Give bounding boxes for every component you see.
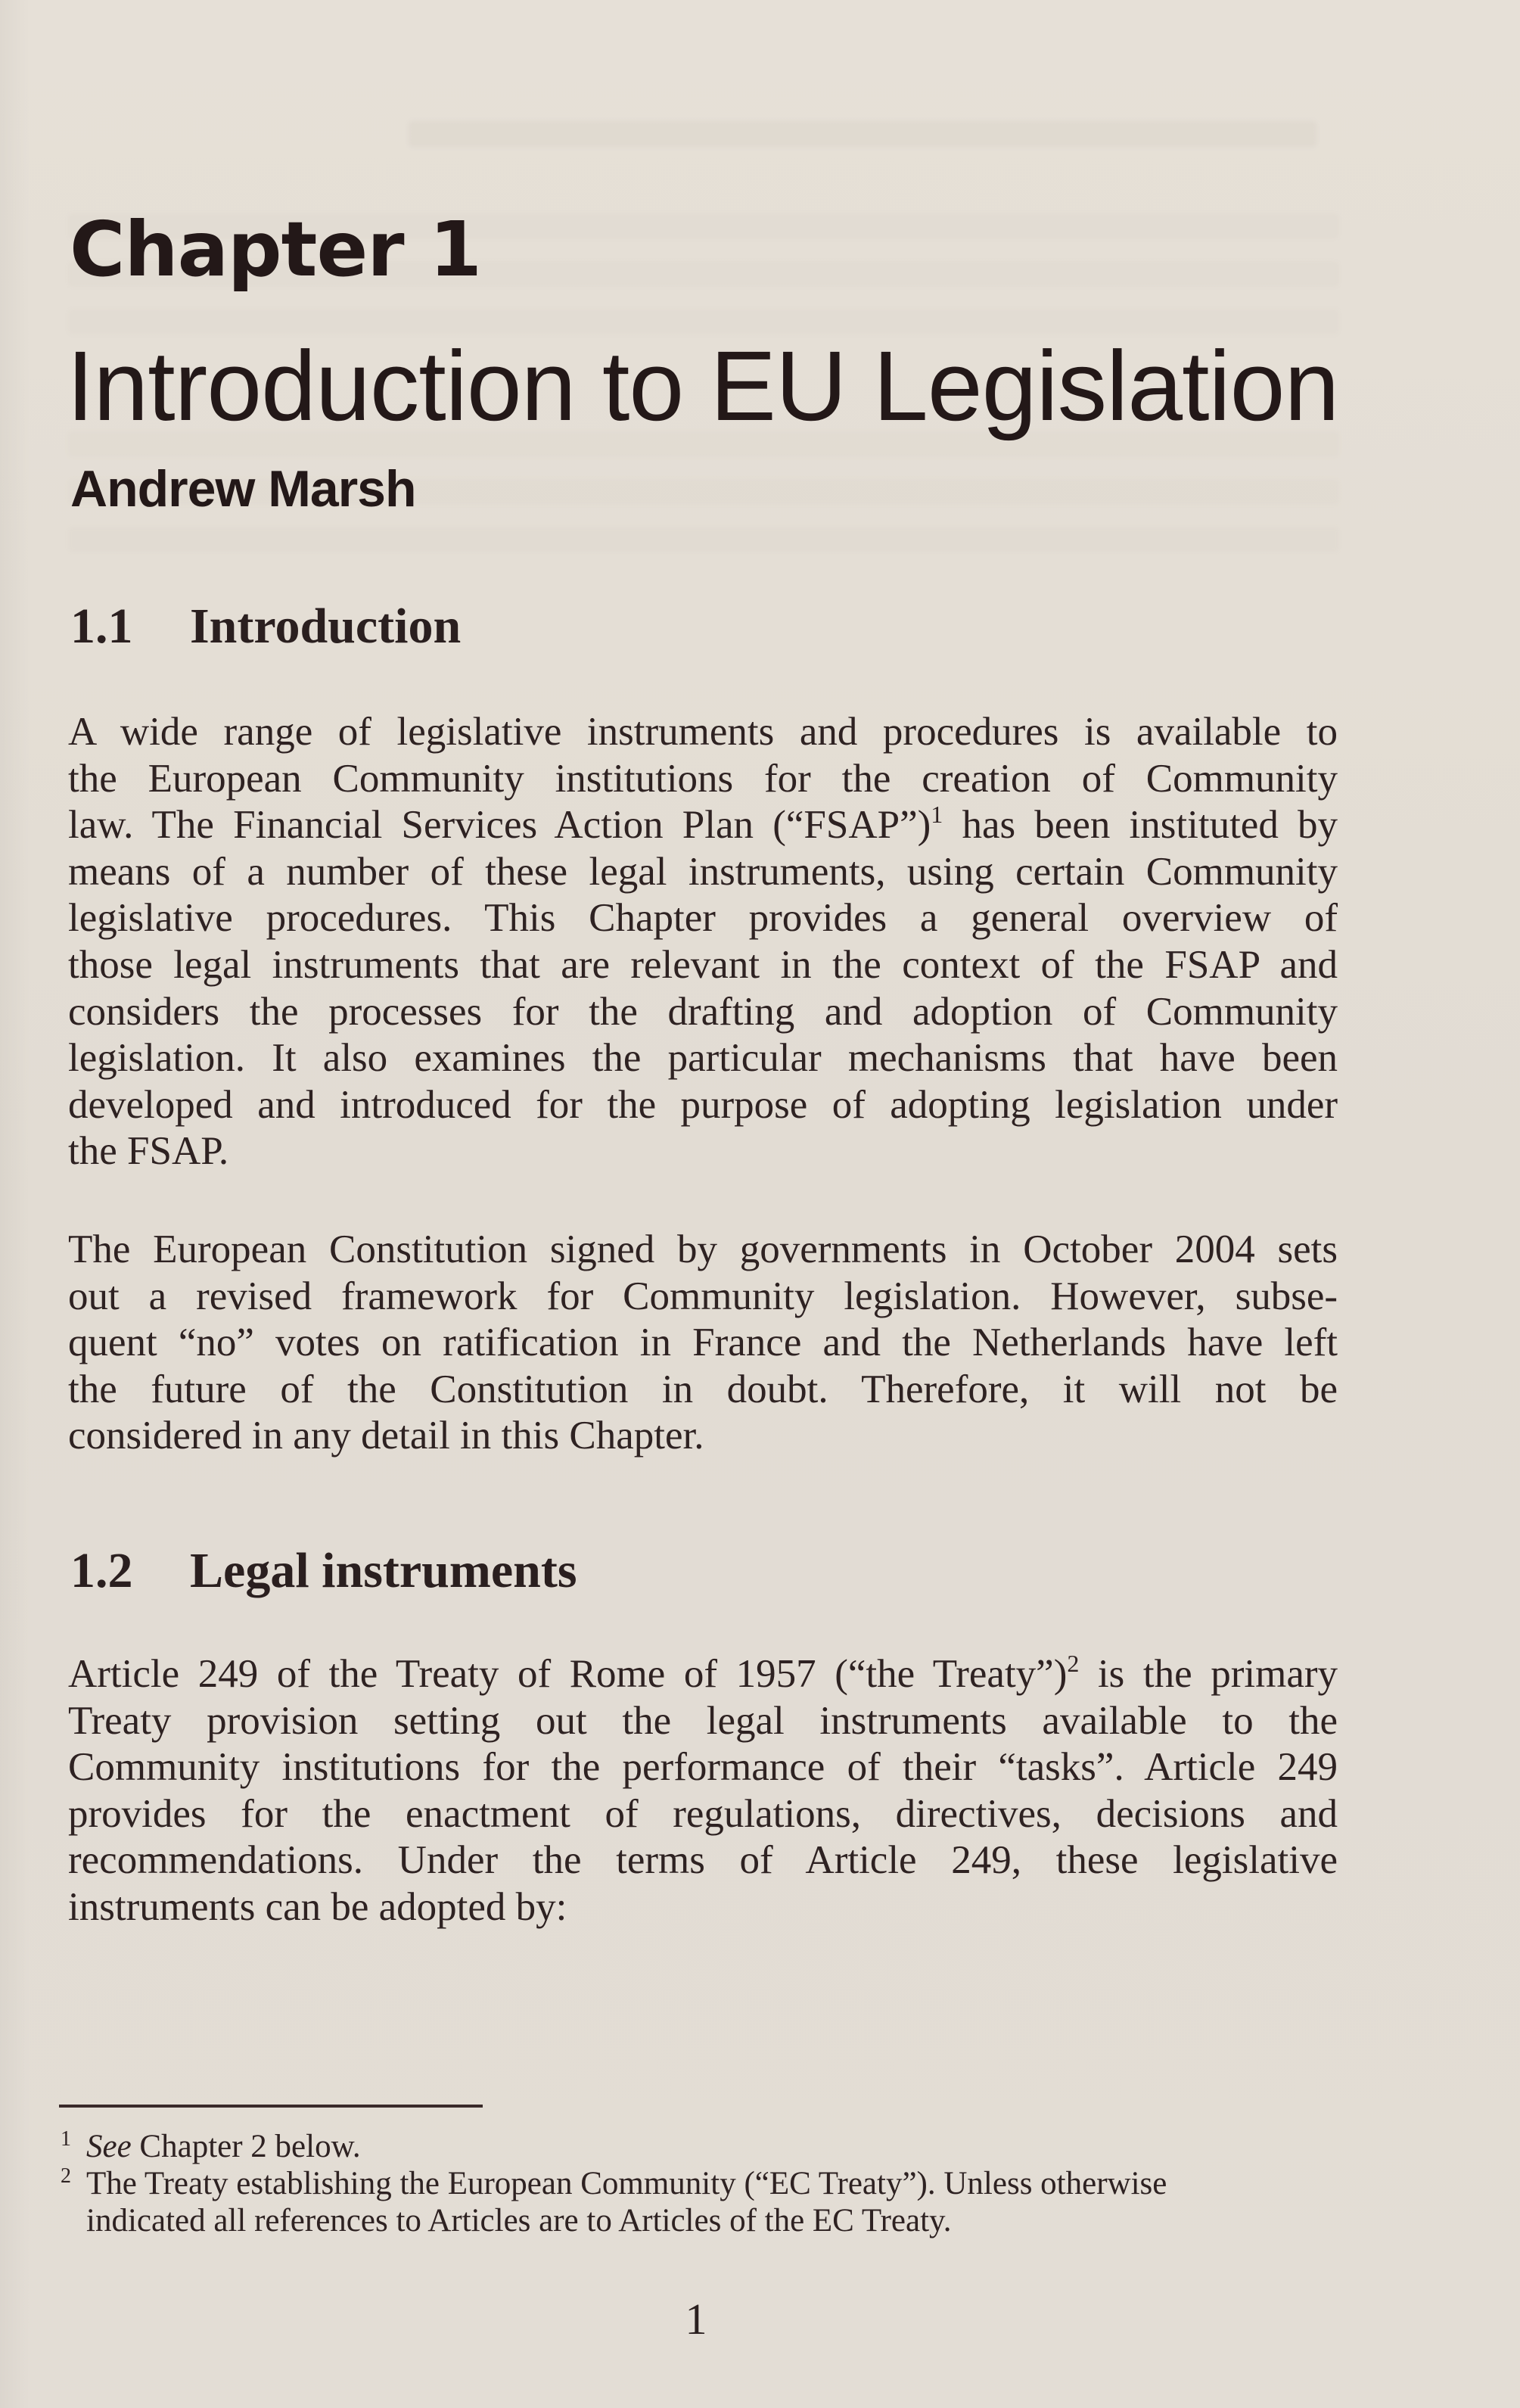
footnote-number: 2 (61, 2164, 71, 2188)
paragraph-line: legislative procedures. This Chapter provides a general overview of (68, 896, 1338, 941)
chapter-title: Introduction to EU Legislation (67, 330, 1339, 441)
paragraph-line (68, 802, 1338, 849)
paragraph-line: recommendations. Under the terms of Article 249, these legislative (68, 1838, 1338, 1883)
section-number: 1.2 (70, 1543, 133, 1598)
footnote-text: The Treaty establishing the European Community (“EC Treaty”). Unless otherwise (86, 2166, 1167, 2201)
paragraph-line (68, 1651, 1338, 1698)
footnote-separator (59, 2105, 483, 2108)
paragraph-line: considered in any detail in this Chapter. (68, 1414, 704, 1458)
paragraph-line: provides for the enactment of regulations, directives, decisions and (68, 1791, 1338, 1836)
section-title: Legal instruments (190, 1543, 577, 1598)
paragraph-line: the FSAP. (68, 1129, 229, 1174)
paragraph-line: The European Constitution signed by governments in October 2004 sets (68, 1227, 1338, 1271)
paragraph-line: developed and introduced for the purpose of adopting legislation under (68, 1082, 1338, 1127)
footnote-number: 1 (61, 2127, 71, 2151)
paragraph-line: the future of the Constitution in doubt. Therefore, it will not be (68, 1367, 1338, 1411)
paragraph-line: the European Community institutions for the creation of Community (68, 756, 1338, 801)
paragraph-constitution (68, 1227, 1338, 1460)
paragraph-line: Community institutions for the performance of their “tasks”. Article 249 (68, 1745, 1338, 1790)
footnote-reference[interactable]: 2 (1067, 1650, 1080, 1677)
section-heading-1-1 (70, 596, 461, 657)
footnote-text: indicated all references to Articles are to Articles of the EC Treaty. (86, 2203, 952, 2238)
section-number: 1.1 (70, 599, 133, 654)
paragraph-line: instruments can be adopted by: (68, 1884, 567, 1929)
paragraph-line: Treaty provision setting out the legal instruments available to the (68, 1698, 1338, 1743)
footnote-text (86, 2128, 361, 2165)
footnote-1 (61, 2128, 1339, 2165)
show-through-shadow (409, 121, 1316, 147)
footnote-2 (61, 2165, 1339, 2202)
section-title: Introduction (190, 599, 462, 654)
paragraph-line: those legal instruments that are relevant in the context of the FSAP and (68, 942, 1338, 987)
line-text: has been instituted by (943, 803, 1338, 848)
paragraph-line: quent “no” votes on ratification in France and the Netherlands have left (68, 1321, 1338, 1365)
footnote-body: Chapter 2 below. (131, 2129, 361, 2164)
section-heading-1-2 (70, 1541, 577, 1601)
show-through-shadow (68, 527, 1339, 552)
paragraph-line: A wide range of legislative instruments and procedures is available to (68, 710, 1338, 754)
page-number: 1 (685, 2294, 707, 2344)
footnote-2-continuation (61, 2202, 1339, 2239)
paragraph-article-249 (68, 1651, 1338, 1931)
footnotes (61, 2128, 1339, 2239)
footnote-reference[interactable]: 1 (931, 801, 943, 829)
paragraph-intro (68, 709, 1338, 1175)
paragraph-line: considers the processes for the drafting and adoption of Community (68, 989, 1338, 1034)
line-text: Article 249 of the Treaty of Rome of 1957 (“the Treaty”) (68, 1652, 1068, 1696)
line-text: is the primary (1079, 1652, 1338, 1696)
footnote-italic: See (86, 2129, 132, 2164)
paragraph-line: legislation. It also examines the particular mechanisms that have been (68, 1036, 1338, 1081)
chapter-author: Andrew Marsh (70, 460, 416, 518)
line-text: law. The Financial Services Action Plan (“FSAP”) (68, 803, 931, 848)
chapter-label: Chapter 1 (70, 205, 481, 294)
paragraph-line: means of a number of these legal instruments, using certain Community (68, 849, 1338, 894)
paragraph-line: out a revised framework for Community legislation. However, subse- (68, 1274, 1338, 1318)
